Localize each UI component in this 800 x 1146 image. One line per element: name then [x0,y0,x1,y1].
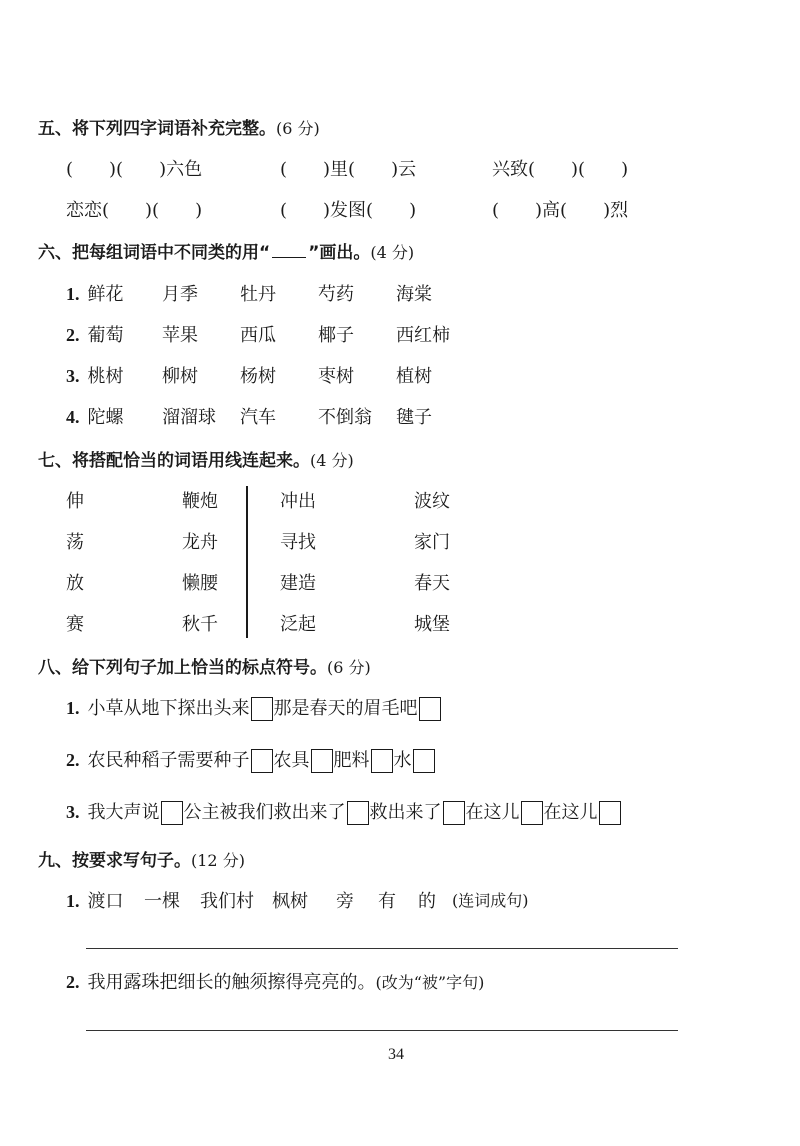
word[interactable]: 牡丹 [240,284,276,305]
match-right-target[interactable]: 春天 [414,573,450,594]
section9-heading: 九、按要求写句子。(12 分) [38,851,245,871]
rewrite-question-1: 1. 渡口 [66,891,124,912]
punctuation-box[interactable] [443,801,465,825]
idiom-blank-6[interactable]: ( )高( )烈 [492,200,629,221]
punctuation-box[interactable] [251,697,273,721]
word[interactable]: 月季 [162,284,198,305]
question-hint: (改为“被”字句) [375,973,485,992]
match-left-word[interactable]: 伸 [66,491,84,512]
punctuation-box[interactable] [251,749,273,773]
match-right-word[interactable]: 冲出 [280,491,316,512]
match-left-word[interactable]: 放 [66,573,84,594]
match-right-target[interactable]: 城堡 [414,614,450,635]
group-row-2: 2. 葡萄 [66,325,124,346]
word[interactable]: 植树 [396,366,432,387]
word[interactable]: 苹果 [162,325,198,346]
word[interactable]: 汽车 [240,407,276,428]
column-divider [246,486,248,638]
page-number: 34 [388,1046,404,1063]
answer-line-1[interactable] [86,948,678,949]
idiom-blank-3[interactable]: 兴致( )( ) [492,159,629,180]
word[interactable]: 鲜花 [87,284,124,305]
match-right-target[interactable]: 家门 [414,532,450,553]
word[interactable]: 桃树 [87,366,124,387]
match-left-word[interactable]: 荡 [66,532,84,553]
word[interactable]: 椰子 [318,325,354,346]
word-token: 一棵 [144,891,180,912]
match-left-target[interactable]: 秋千 [182,614,218,635]
group-row-4: 4. 陀螺 [66,407,124,428]
section6-heading: 六、把每组词语中不同类的用“ ”画出。(4 分) [38,243,415,263]
punctuation-box[interactable] [347,801,369,825]
word-token: 有 [378,891,396,912]
word[interactable]: 不倒翁 [318,407,372,428]
punctuation-sentence-2: 2. 农民种稻子需要种子 农具 肥料 水 [66,746,436,773]
idiom-blank-4[interactable]: 恋恋( )( ) [66,200,203,221]
idiom-blank-5[interactable]: ( )发图( ) [280,200,417,221]
section8-heading: 八、给下列句子加上恰当的标点符号。(6 分) [38,658,371,678]
punctuation-box[interactable] [413,749,435,773]
word[interactable]: 西瓜 [240,325,276,346]
answer-line-2[interactable] [86,1030,678,1031]
word[interactable]: 西红柿 [396,325,450,346]
question-hint: (连词成句) [452,891,529,910]
underline-sample [272,243,306,258]
match-left-word[interactable]: 赛 [66,614,84,635]
punctuation-box[interactable] [161,801,183,825]
punctuation-box[interactable] [521,801,543,825]
word[interactable]: 杨树 [240,366,276,387]
punctuation-box[interactable] [599,801,621,825]
punctuation-box[interactable] [419,697,441,721]
group-row-3: 3. 桃树 [66,366,124,387]
section5-heading: 五、将下列四字词语补充完整。(6 分) [38,119,320,139]
word-token: 旁 [336,891,354,912]
punctuation-sentence-1: 1. 小草从地下探出头来 那是春天的眉毛吧 [66,694,442,721]
match-right-word[interactable]: 建造 [280,573,316,594]
word[interactable]: 陀螺 [87,407,124,428]
word[interactable]: 溜溜球 [162,407,216,428]
section7-heading: 七、将搭配恰当的词语用线连起来。(4 分) [38,451,354,471]
match-right-target[interactable]: 波纹 [414,491,450,512]
idiom-blank-2[interactable]: ( )里( )云 [280,159,417,180]
word[interactable]: 毽子 [396,407,432,428]
word[interactable]: 柳树 [162,366,198,387]
rewrite-question-2: 2. 我用露珠把细长的触须擦得亮亮的。(改为“被”字句) [66,972,485,993]
word[interactable]: 枣树 [318,366,354,387]
match-right-word[interactable]: 寻找 [280,532,316,553]
word[interactable]: 海棠 [396,284,432,305]
match-left-target[interactable]: 龙舟 [182,532,218,553]
punctuation-box[interactable] [311,749,333,773]
match-right-word[interactable]: 泛起 [280,614,316,635]
match-left-target[interactable]: 鞭炮 [182,491,218,512]
word-token: 的 [418,891,436,912]
punctuation-box[interactable] [371,749,393,773]
punctuation-sentence-3: 3. 我大声说 公主被我们救出来了 救出来了 在这儿 在这儿 [66,798,622,825]
group-row-1: 1. 鲜花 [66,284,124,305]
word-token: 枫树 [272,891,308,912]
word-token: 我们村 [200,891,254,912]
word[interactable]: 葡萄 [87,325,124,346]
match-left-target[interactable]: 懒腰 [182,573,218,594]
word[interactable]: 芍药 [318,284,354,305]
idiom-blank-1[interactable]: ( )( )六色 [66,159,203,180]
